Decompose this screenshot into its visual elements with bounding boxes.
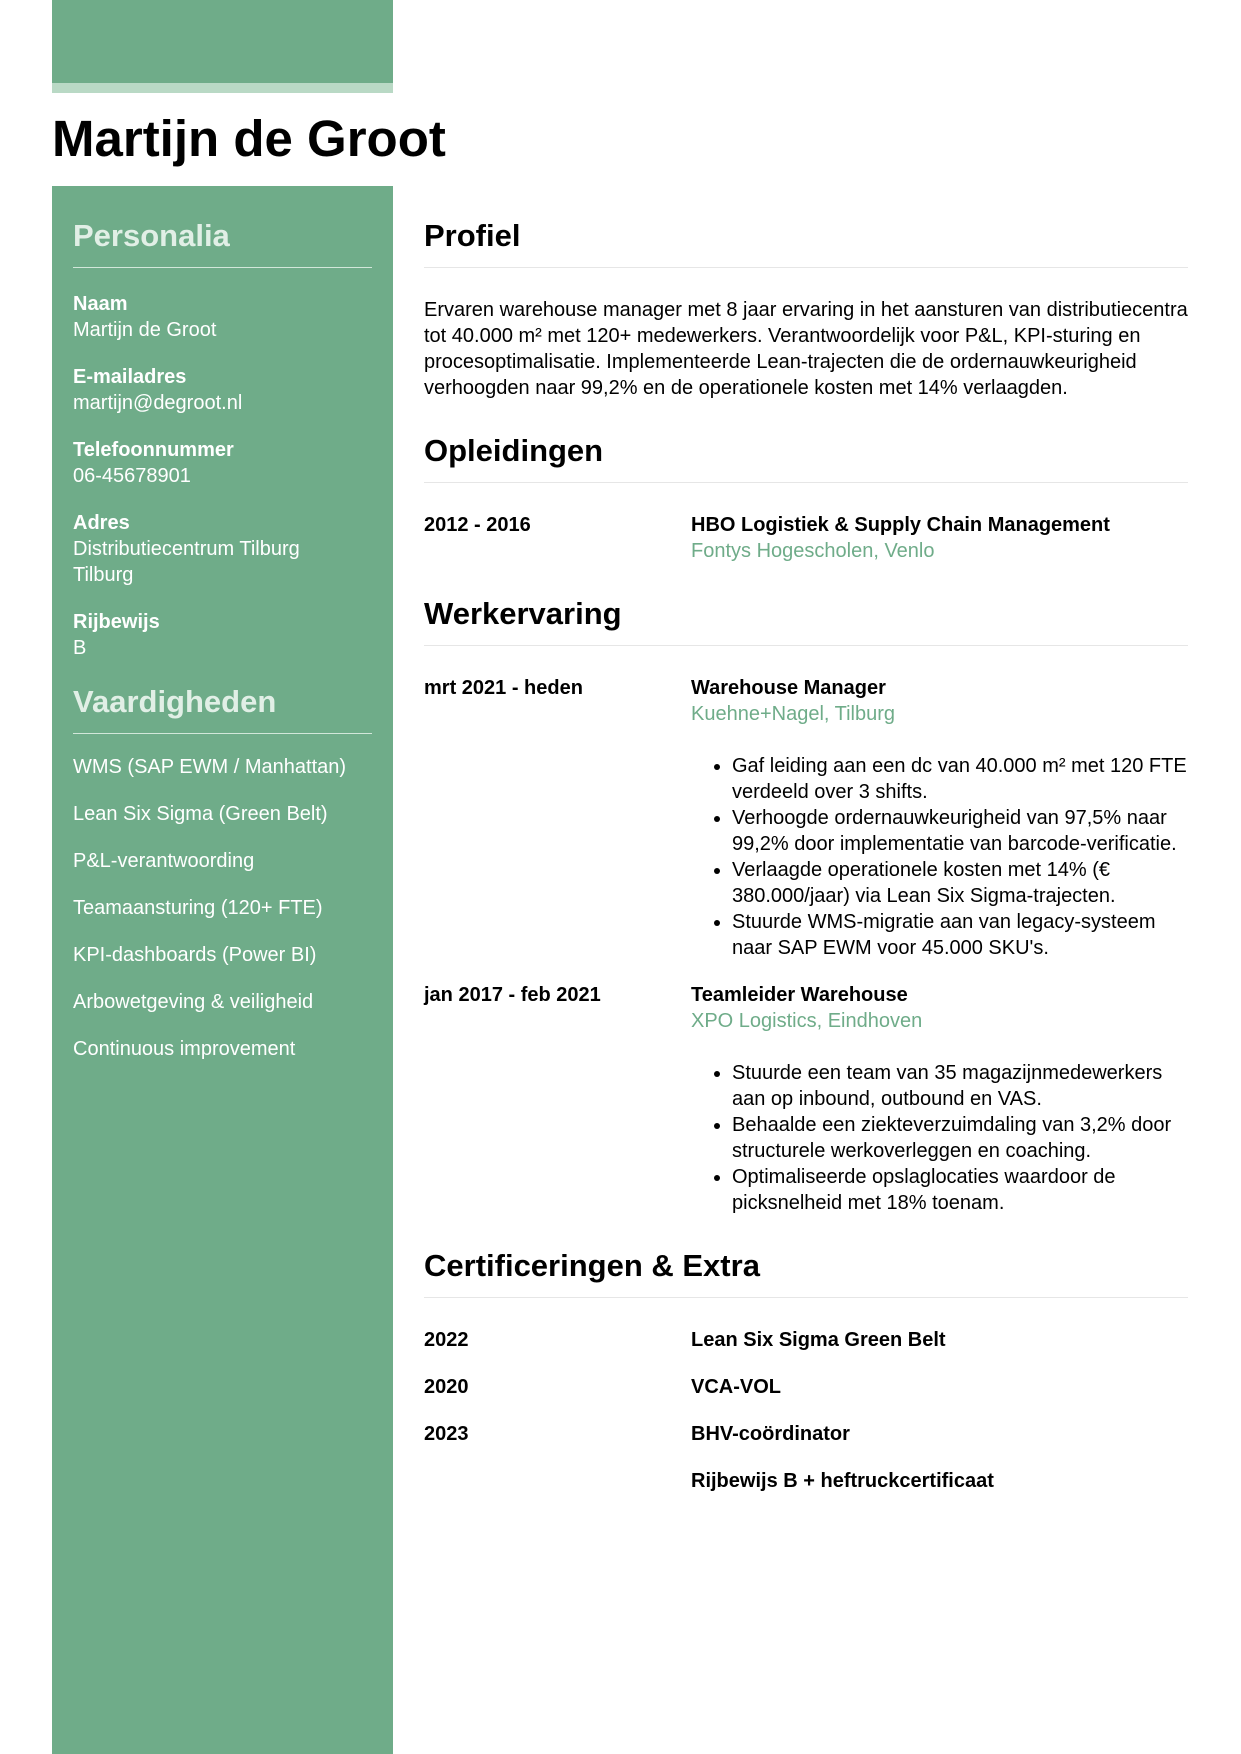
experience-period: jan 2017 - feb 2021 <box>424 984 601 1006</box>
header-accent-stripe <box>52 83 393 93</box>
skill-item: P&L-verantwoording <box>73 850 255 872</box>
field-license <box>73 609 372 661</box>
skill-item: Continuous improvement <box>73 1038 296 1060</box>
experience-period: mrt 2021 - heden <box>424 677 583 699</box>
field-phone <box>73 437 372 489</box>
field-value: Distributiecentrum Tilburg Tilburg <box>73 538 300 586</box>
education-item <box>424 512 1188 564</box>
skill-item: Arbowetgeving & veiligheid <box>73 991 314 1013</box>
education-heading: Opleidingen <box>424 431 1188 483</box>
skill-item: KPI-dashboards (Power BI) <box>73 944 317 966</box>
certification-year: 2020 <box>424 1376 469 1398</box>
certification-item <box>424 1374 1188 1400</box>
skill-item: Teamaansturing (120+ FTE) <box>73 897 323 919</box>
field-label: Telefoonnummer <box>73 439 234 461</box>
certification-title: BHV-coördinator <box>691 1423 850 1445</box>
sidebar <box>52 186 393 1754</box>
experience-bullets <box>691 1060 1188 1216</box>
field-value: 06-45678901 <box>73 465 191 487</box>
bullet-item: • Optimaliseerde opslaglocaties waardoor de picksnelheid met 18% toenam. <box>732 1164 1188 1216</box>
personalia-heading: Personalia <box>73 216 372 268</box>
job-title: Warehouse Manager <box>691 677 886 699</box>
personalia-list <box>73 291 372 661</box>
field-label: Naam <box>73 293 128 315</box>
education-period: 2012 - 2016 <box>424 514 531 536</box>
bullet-item: • Gaf leiding aan een dc van 40.000 m² met 120 FTE verdeeld over 3 shifts. <box>732 753 1188 805</box>
field-email <box>73 364 372 416</box>
certification-year: 2023 <box>424 1423 469 1445</box>
education-institution: Fontys Hogescholen, Venlo <box>691 540 935 562</box>
certification-item <box>424 1327 1188 1353</box>
field-address <box>73 510 372 588</box>
header-accent-bar <box>52 0 393 83</box>
main-content <box>424 186 1188 1519</box>
certification-year <box>424 1468 691 1494</box>
bullet-item: • Verlaagde operationele kosten met 14% (€ 380.000/jaar) via Lean Six Sigma-trajecten. <box>732 857 1188 909</box>
certification-title: Rijbewijs B + heftruckcertificaat <box>691 1470 994 1492</box>
field-label: Rijbewijs <box>73 611 160 633</box>
certification-item <box>424 1468 1188 1494</box>
skill-item: WMS (SAP EWM / Manhattan) <box>73 756 347 778</box>
bullet-item: • Stuurde een team van 35 magazijnmedewerkers aan op inbound, outbound en VAS. <box>732 1060 1188 1112</box>
profile-section <box>424 216 1188 401</box>
bullet-item: • Verhoogde ordernauwkeurigheid van 97,5% naar 99,2% door implementatie van barcode-verificatie. <box>732 805 1188 857</box>
education-section <box>424 431 1188 564</box>
field-value: B <box>73 637 87 659</box>
field-value: martijn@degroot.nl <box>73 392 243 414</box>
field-label: E-mailadres <box>73 366 187 388</box>
certifications-heading: Certificeringen & Extra <box>424 1246 1188 1298</box>
profile-text: Ervaren warehouse manager met 8 jaar ervaring in het aansturen van distributiecentra tot 40.000 m² met 120+ medewerkers. Verantwoordelijk voor P&L, KPI-sturing en procesoptimalisatie. Implementeerde Lean-trajecten die de ordernauwkeurigheid verhoogden naar 99,2% en de operationele kosten met 14% verlaagden. <box>424 299 1188 399</box>
experience-heading: Werkervaring <box>424 594 1188 646</box>
skills-list <box>73 754 372 1062</box>
bullet-item: • Behaalde een ziekteverzuimdaling van 3,2% door structurele werkoverleggen en coaching. <box>732 1112 1188 1164</box>
employer: Kuehne+Nagel, Tilburg <box>691 703 896 725</box>
certification-title: Lean Six Sigma Green Belt <box>691 1329 946 1351</box>
job-title: Teamleider Warehouse <box>691 984 908 1006</box>
experience-item <box>424 675 1188 961</box>
experience-item <box>424 982 1188 1216</box>
employer: XPO Logistics, Eindhoven <box>691 1010 923 1032</box>
skill-item: Lean Six Sigma (Green Belt) <box>73 803 328 825</box>
candidate-name: Martijn de Groot <box>52 110 446 167</box>
skills-heading: Vaardigheden <box>73 682 372 734</box>
field-value: Martijn de Groot <box>73 319 217 341</box>
certification-title: VCA-VOL <box>691 1376 781 1398</box>
certification-year: 2022 <box>424 1329 469 1351</box>
experience-section <box>424 594 1188 1216</box>
profile-heading: Profiel <box>424 216 1188 268</box>
field-name <box>73 291 372 343</box>
certification-item <box>424 1421 1188 1447</box>
bullet-item: • Stuurde WMS-migratie aan van legacy-systeem naar SAP EWM voor 45.000 SKU's. <box>732 909 1188 961</box>
certifications-section <box>424 1246 1188 1494</box>
experience-bullets <box>691 753 1188 961</box>
education-title: HBO Logistiek & Supply Chain Management <box>691 514 1110 536</box>
field-label: Adres <box>73 512 130 534</box>
